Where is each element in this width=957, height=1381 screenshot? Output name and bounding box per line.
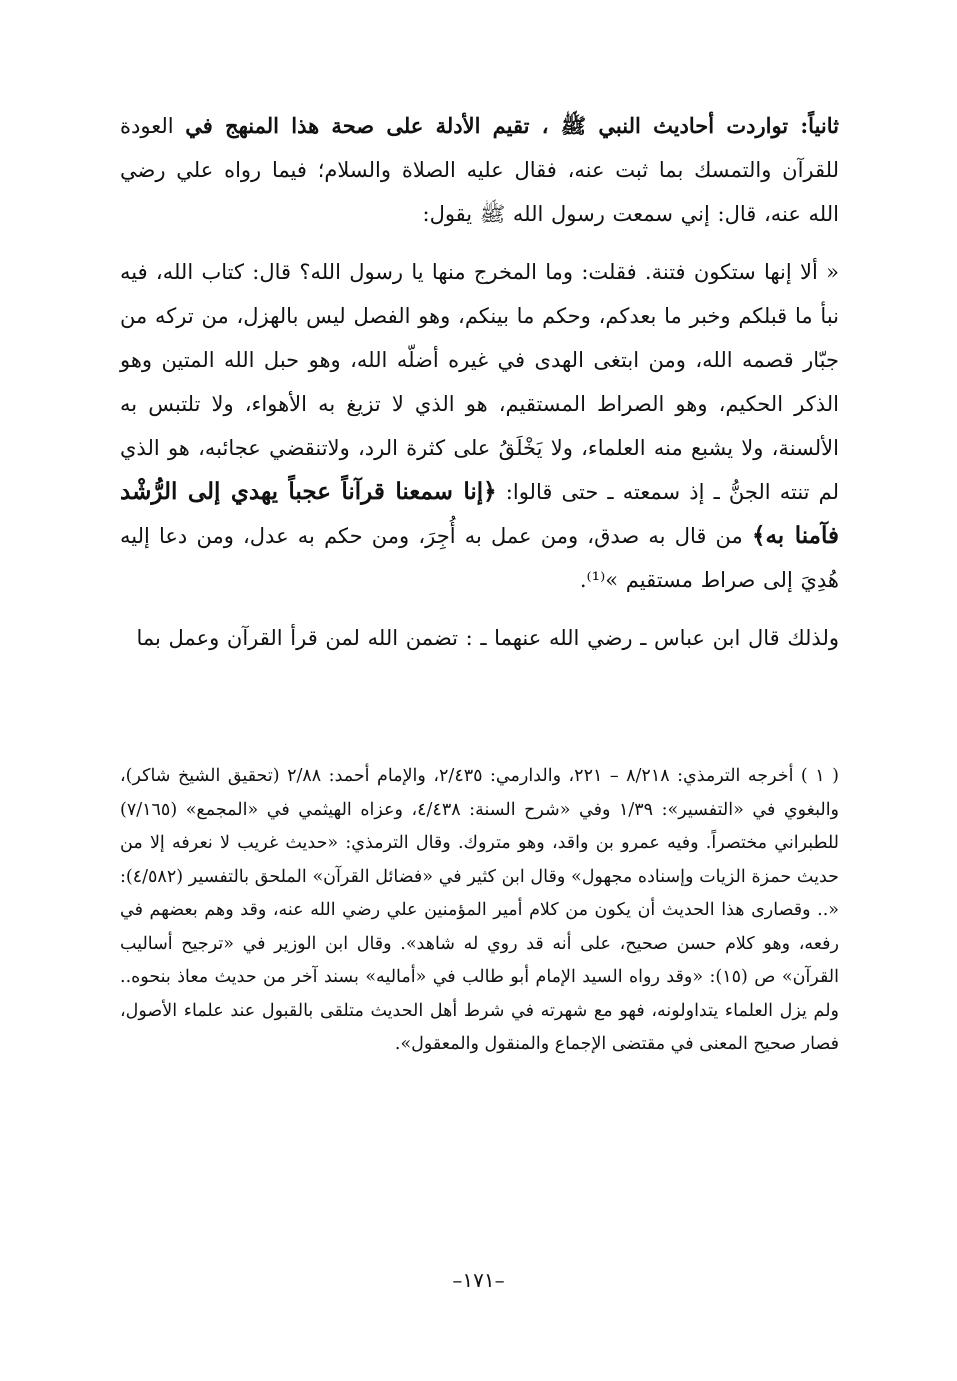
paragraph-hadith-intro xyxy=(120,104,839,236)
quran-verse: ﴿إنا سمعنا قرآناً عجباً يهدي إلى الرُّشْد فآمنا به﴾ xyxy=(120,478,839,549)
paragraph-ibn-abbas: ولذلك قال ابن عباس ـ رضي الله عنهما ـ : تضمن الله لمن قرأ القرآن وعمل بما xyxy=(136,626,839,650)
main-text-block xyxy=(120,104,839,660)
paragraph-lead-heading: ثانياً: تواردت أحاديث النبي ﷺ ، تقيم الأدلة على صحة هذا المنهج في xyxy=(185,113,839,138)
hadith-text-part2: من قال به صدق، ومن عمل به أُجِرَ، ومن حكم به عدل، ومن دعا إليه هُدِيَ إلى صراط مستقيم »⁽¹⁾. xyxy=(120,524,839,592)
footnotes-block xyxy=(120,760,839,1062)
paragraph-hadith-quote xyxy=(120,250,839,602)
paragraph-intro-body: العودة للقرآن والتمسك بما ثبت عنه، فقال عليه الصلاة والسلام؛ فيما رواه علي رضي الله عنه، قال: إني سمعت رسول الله ﷺ يقول: xyxy=(120,114,839,226)
hadith-text-part1: « ألا إنها ستكون فتنة. فقلت: وما المخرج منها يا رسول الله؟ قال: كتاب الله، فيه نبأ ما قبلكم وخبر ما بعدكم، وحكم ما بينكم، وهو الفصل ليس بالهزل، من تركه من جبّار قصمه الله، ومن ابتغى الهدى في غيره أضلّه الله، وهو حبل الله المتين وهو الذكر الحكيم، وهو الصراط المستقيم، هو الذي لا تزيغ به الأهواء، ولا تلتبس به الألسنة، ولا يشبع منه العلماء، ولا يَخْلَقُ على كثرة الرد، ولاتنقضي عجائبه، هو الذي لم تنته الجنُّ ـ إذ سمعته ـ حتى قالوا: xyxy=(120,260,839,504)
page-number: –١٧١– xyxy=(452,1268,505,1292)
footnote-1: ( ١ ) أخرجه الترمذي: ٨/٢١٨ – ٢٢١، والدارمي: ٢/٤٣٥، والإمام أحمد: ٢/٨٨ (تحقيق الشيخ شاكر)، والبغوي في «التفسير»: ١/٣٩ وفي «شرح السنة: ٤/٤٣٨، وعزاه الهيثمي في «المجمع» (٧/١٦٥) للطبراني مختصراً. وفيه عمرو بن واقد، وهو متروك. وقال الترمذي: «حديث غريب لا نعرفه إلا من حديث حمزة الزيات وإسناده مجهول» وقال ابن كثير في «فضائل القرآن» الملحق بالتفسير (٤/٥٨٢): «.. وقصارى هذا الحديث أن يكون من كلام أمير المؤمنين علي رضي الله عنه، وقد وهم بعضهم في رفعه، وهو كلام حسن صحيح، على أنه قد روي له شاهد». وقال ابن الوزير في «ترجيح أساليب القرآن» ص (١٥): «وقد رواه السيد الإمام أبو طالب في «أماليه» بسند آخر من حديث معاذ بنحوه.. ولم يزل العلماء يتداولونه، فهو مع شهرته في شرط أهل الحديث متلقى بالقبول عند علماء الأصول، فصار صحيح المعنى في مقتضى الإجماع والمنقول والمعقول». xyxy=(120,766,840,1054)
